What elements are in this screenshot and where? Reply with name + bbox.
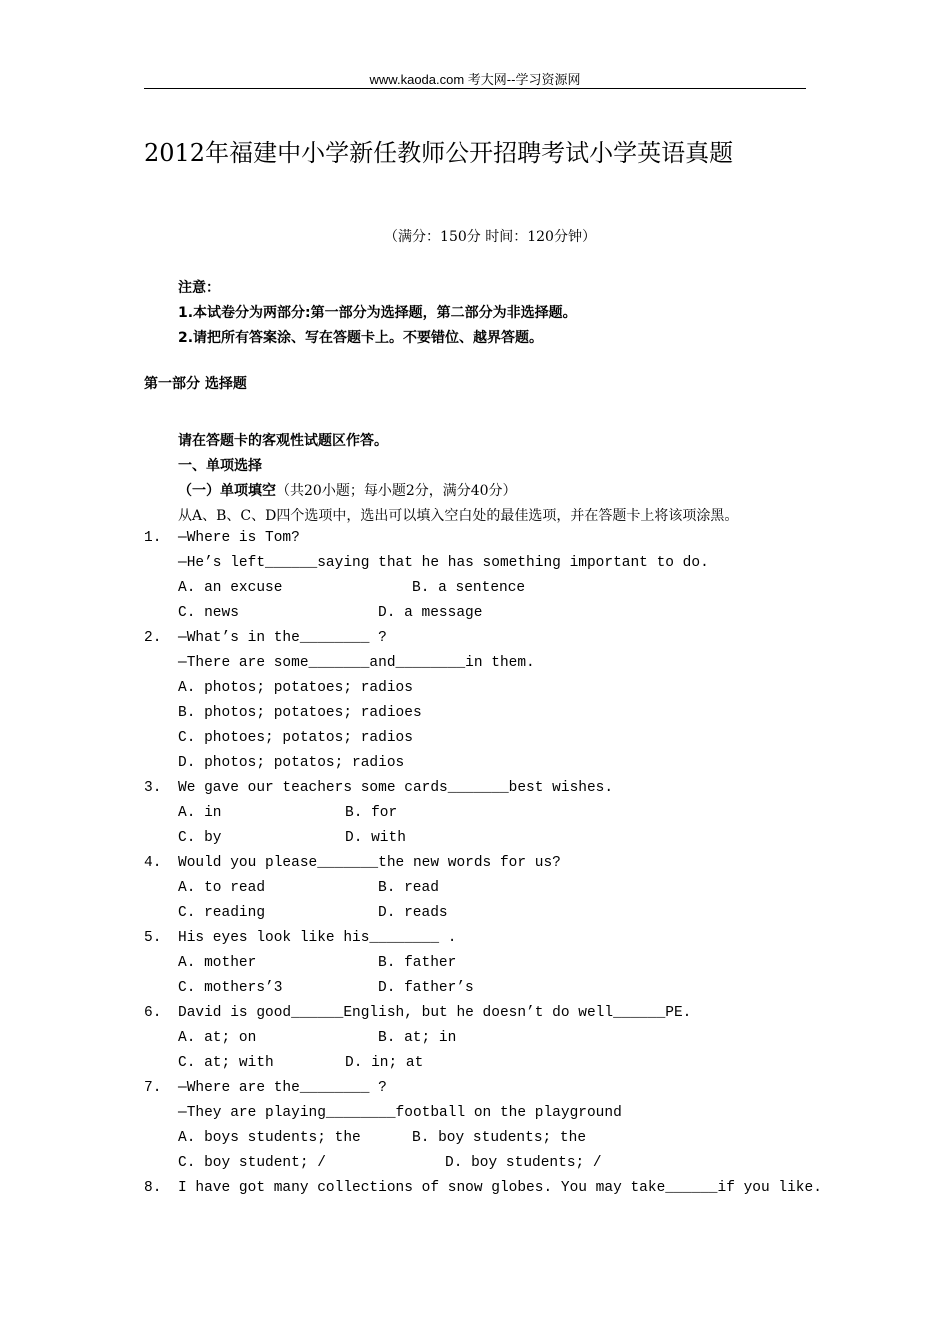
option: B. father — [378, 955, 457, 971]
option: B. read — [378, 880, 439, 896]
question-number: 6. — [144, 1005, 162, 1021]
option: C. news — [178, 605, 239, 621]
question-line: —There are some_______and________in them. — [178, 655, 535, 671]
option: D. photos; potatos; radios — [178, 755, 405, 771]
option: A. boys students; the — [178, 1130, 361, 1146]
question-line: —Where is Tom? — [178, 530, 300, 546]
option: D. in; at — [345, 1055, 424, 1071]
option: C. at; with — [178, 1055, 274, 1071]
option: B. photos; potatoes; radioes — [178, 705, 422, 721]
site-header: www.kaoda.com 考大网--学习资源网 — [369, 72, 581, 87]
option: A. to read — [178, 880, 266, 896]
question-number: 5. — [144, 930, 162, 946]
option: D. boy students; / — [445, 1155, 602, 1171]
option: B. at; in — [378, 1030, 457, 1046]
question-number: 4. — [144, 855, 162, 871]
question-line: His eyes look like his________ . — [178, 930, 457, 946]
question-line: —Where are the________ ? — [178, 1080, 387, 1096]
option: A. mother — [178, 955, 257, 971]
option: A. an excuse — [178, 580, 283, 596]
option: D. a message — [378, 605, 483, 621]
question-line: —What’s in the________ ? — [178, 630, 387, 646]
option: B. a sentence — [412, 580, 526, 596]
question-number: 2. — [144, 630, 162, 646]
question-line: —He’s left______saying that he has something important to do. — [178, 555, 709, 571]
question-number: 1. — [144, 530, 162, 546]
question-number: 8. — [144, 1180, 162, 1196]
question-line: David is good______English, but he doesn’t do well______PE. — [178, 1005, 692, 1021]
notice-item: 1.本试卷分为两部分:第一部分为选择题，第二部分为非选择题。 — [178, 305, 577, 321]
subsection-label: （一）单项填空 — [178, 483, 276, 499]
part-heading: 第一部分 选择题 — [144, 376, 247, 392]
question-line: We gave our teachers some cards_______best wishes. — [178, 780, 614, 796]
option: C. photoes; potatos; radios — [178, 730, 413, 746]
question-number: 7. — [144, 1080, 162, 1096]
header-divider — [144, 88, 806, 89]
option: C. boy student; / — [178, 1155, 326, 1171]
question-line: —They are playing________football on the playground — [178, 1105, 622, 1121]
section-heading: 一、单项选择 — [178, 458, 262, 474]
document-title: 2012年福建中小学新任教师公开招聘考试小学英语真题 — [144, 139, 734, 167]
question-line: Would you please_______the new words for us? — [178, 855, 561, 871]
option: A. at; on — [178, 1030, 257, 1046]
question-line: I have got many collections of snow globes. You may take______if you like. — [178, 1180, 822, 1196]
option: C. by — [178, 830, 222, 846]
option: D. reads — [378, 905, 448, 921]
directions: 从A、B、C、D四个选项中，选出可以填入空白处的最佳选项，并在答题卡上将该项涂黑。 — [178, 508, 739, 524]
part-instruction: 请在答题卡的客观性试题区作答。 — [178, 433, 388, 449]
option: D. with — [345, 830, 406, 846]
option: B. boy students; the — [412, 1130, 587, 1146]
option: C. mothers’3 — [178, 980, 283, 996]
option: B. for — [345, 805, 398, 821]
option: A. in — [178, 805, 222, 821]
question-number: 3. — [144, 780, 162, 796]
score-time-line: （满分：150分 时间：120分钟） — [384, 229, 596, 245]
subsection-note: （共20小题；每小题2分，满分40分） — [276, 483, 517, 499]
notice-heading: 注意： — [178, 280, 220, 296]
option: D. father’s — [378, 980, 474, 996]
option: C. reading — [178, 905, 266, 921]
option: A. photos; potatoes; radios — [178, 680, 413, 696]
subsection-heading — [178, 480, 517, 500]
notice-item: 2.请把所有答案涂、写在答题卡上。不要错位、越界答题。 — [178, 330, 544, 346]
